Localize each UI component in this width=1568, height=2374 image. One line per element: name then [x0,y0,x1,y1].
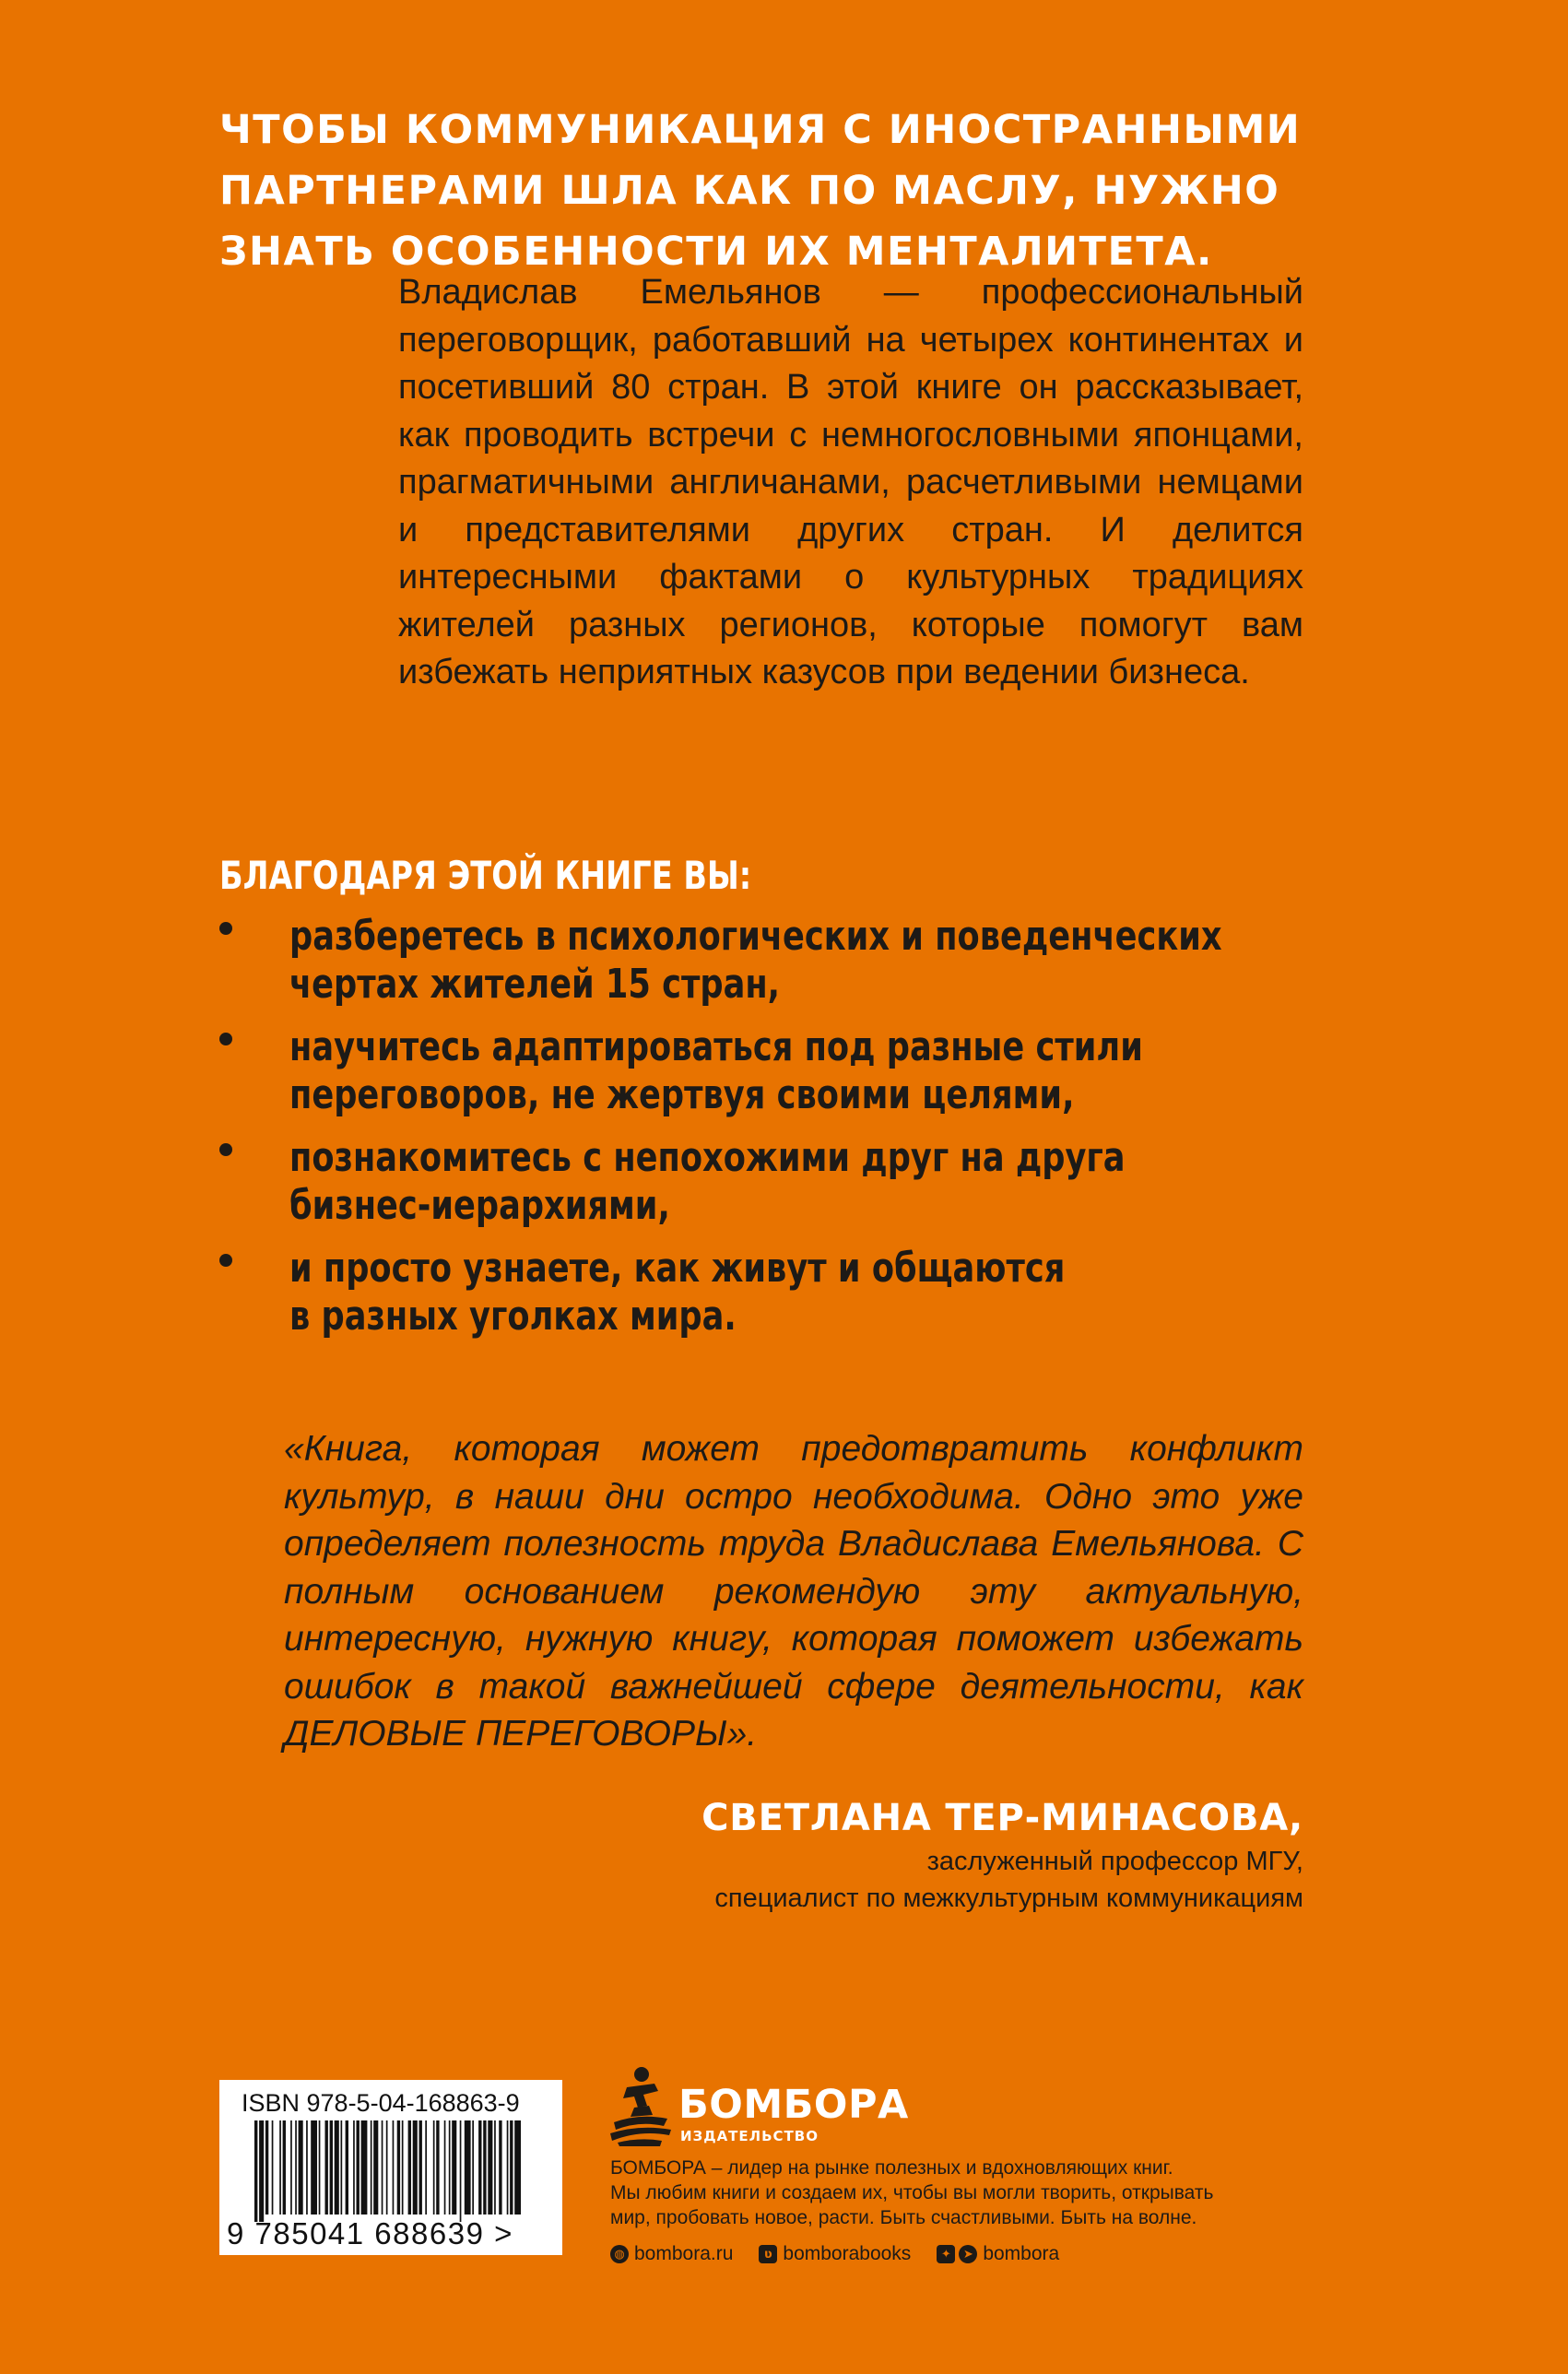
benefit-text: разберетесь в психологических и поведенческих чертах жителей 15 стран, [289,913,1222,1008]
publisher-name: БОМБОРА [678,2082,909,2128]
benefit-text: и просто узнаете, как живут и общаются в разных уголках мира. [289,1245,1066,1340]
globe-icon: ◍ [610,2245,629,2263]
zen-icon: ✦ [937,2245,955,2263]
benefits-list [219,913,1418,1355]
social-link-website[interactable]: ◍ bombora.ru [610,2243,733,2265]
attribution-title: специалист по межкультурным коммуникациям [714,1884,1303,1913]
benefit-item [219,913,1418,1009]
headline-line: ЗНАТЬ ОСОБЕННОСТИ ИХ МЕНТАЛИТЕТА. [219,229,1213,275]
barcode-digits: 9 785041 688639 > [227,2216,513,2250]
isbn-barcode [219,2080,562,2255]
telegram-icon: ➤ [959,2245,977,2263]
endorsement-quote: «Книга, которая может предотвратить конфликт культур, в наши дни остро необходима. Одно это уже определяет полезность труда Владислава Емельянова. С полным основанием рекомендую эту актуальную, интересную, нужную книгу, которая поможет избежать ошибок в такой важнейшей сфере деятельности, как ДЕЛОВЫЕ ПЕРЕГОВОРЫ». [284,1429,1303,1754]
social-link-telegram[interactable]: ✦ ➤ bombora [937,2243,1059,2265]
isbn-number: ISBN 978-5-04-168863-9 [242,2089,520,2117]
book-description: Владислав Емельянов — профессиональный переговорщик, работавший на четырех континентах и посетивший 80 стран. В этой книге он рассказывает, как проводить встречи с немногословными японцами, прагматичными англичанами, расчетливыми немцами и представителями других стран. И делится интересными фактами о культурных традициях жителей разных регионов, которые помогут вам избежать неприятных казусов при ведении бизнеса. [398,273,1303,691]
bullet-icon [219,1033,232,1045]
publisher-blurb: БОМБОРА – лидер на рынке полезных и вдохновляющих книг. Мы любим книги и создаем их, чтобы вы могли творить, открывать мир, пробовать новое, расти. Быть счастливыми. Быть на волне. [610,2157,1214,2228]
vk-icon: ʋ [759,2245,777,2263]
benefits-heading: БЛАГОДАРЯ ЭТОЙ КНИГЕ ВЫ: [219,853,752,898]
publisher-logo [607,2063,909,2151]
benefit-text: познакомитесь с непохожими друг на друга бизнес-иерархиями, [289,1134,1126,1229]
headline-line: ПАРТНЕРАМИ ШЛА КАК ПО МАСЛУ, НУЖНО [219,168,1280,214]
bullet-icon [219,922,232,935]
benefit-item [219,1245,1418,1341]
publisher-subtitle: ИЗДАТЕЛЬСТВО [680,2128,819,2144]
benefit-text: научитесь адаптироваться под разные стили переговоров, не жертвуя своими целями, [289,1023,1143,1118]
attribution-title: заслуженный профессор МГУ, [926,1847,1303,1876]
benefit-item [219,1023,1418,1119]
headline-line: ЧТОБЫ КОММУНИКАЦИЯ С ИНОСТРАННЫМИ [219,107,1302,153]
bullet-icon [219,1254,232,1267]
back-cover-headline [219,100,1353,282]
attribution-name: СВЕТЛАНА ТЕР-МИНАСОВА, [701,1797,1303,1839]
quote-attribution [474,1793,1303,1917]
benefit-item [219,1134,1418,1230]
social-link-vk[interactable]: ʋ bomborabooks [759,2243,911,2265]
bullet-icon [219,1143,232,1156]
social-links [610,2243,1085,2265]
bombora-surfer-icon [607,2063,673,2146]
